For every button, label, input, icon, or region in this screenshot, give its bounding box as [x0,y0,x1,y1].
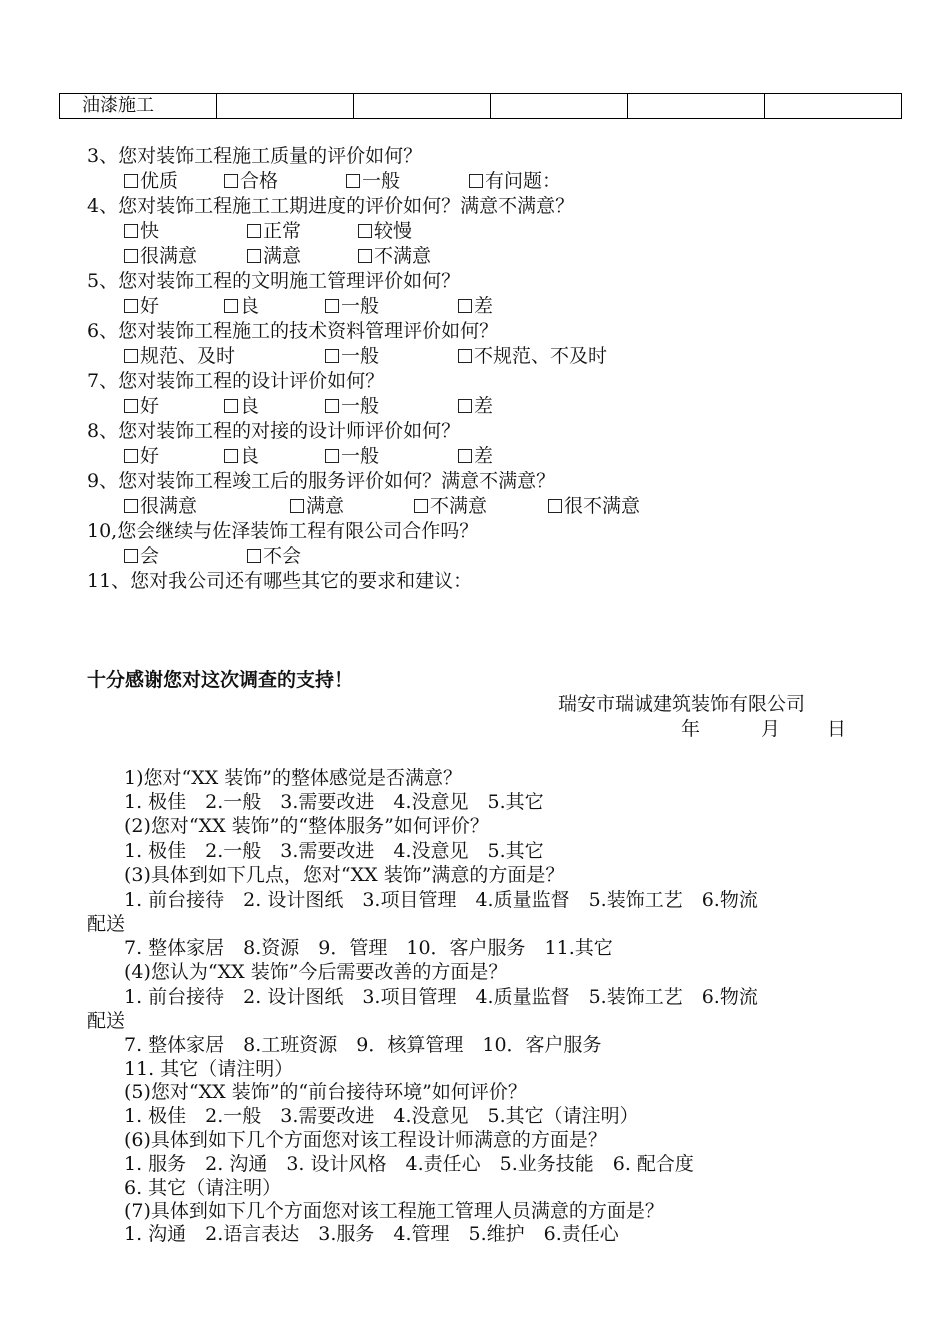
survey2-line: (7)具体到如下几个方面您对该工程施工管理人员满意的方面是？ [124,1200,664,1222]
q3-option-4[interactable]: 有问题： [469,169,561,194]
survey2-line[interactable]: 1. 前台接待 2. 设计图纸 3.项目管理 4.质量监督 5.装饰工艺 6.物流 [124,889,758,911]
survey2-line: (4)您认为“XX 装饰”今后需要改善的方面是？ [124,961,508,983]
q4-option-4[interactable]: 很满意 [124,244,197,269]
checkbox-icon[interactable] [224,449,238,463]
survey2-line[interactable]: 配送 [87,1010,126,1032]
checkbox-icon[interactable] [325,399,339,413]
q9-option-4[interactable]: 很不满意 [548,494,640,519]
checkbox-icon[interactable] [124,399,138,413]
table-row [60,94,902,119]
survey2-line[interactable]: 1. 服务 2. 沟通 3. 设计风格 4.责任心 5.业务技能 6. 配合度 [124,1153,694,1175]
checkbox-icon[interactable] [469,174,483,188]
survey2-line[interactable]: 7. 整体家居 8.工班资源 9．核算管理 10．客户服务 [124,1034,602,1056]
q8-option-1[interactable]: 好 [124,444,159,469]
q9-option-1[interactable]: 很满意 [124,494,197,519]
q5-option-4[interactable]: 差 [458,294,493,319]
checkbox-icon[interactable] [414,499,428,513]
table-cell[interactable] [354,94,491,119]
q5-option-3[interactable]: 一般 [325,294,379,319]
checkbox-icon[interactable] [224,399,238,413]
q4-option-2[interactable]: 正常 [247,219,301,244]
q9-option-3[interactable]: 不满意 [414,494,487,519]
q3-option-2[interactable]: 合格 [224,169,278,194]
survey2-line[interactable]: 7. 整体家居 8.资源 9．管理 10．客户服务 11.其它 [124,937,613,959]
checkbox-icon[interactable] [346,174,360,188]
checkbox-icon[interactable] [458,299,472,313]
checkbox-icon[interactable] [224,299,238,313]
q8-option-2[interactable]: 良 [224,444,259,469]
checkbox-icon[interactable] [124,449,138,463]
question-9: 9、您对装饰工程竣工后的服务评价如何？满意不满意？ [87,470,556,492]
date-month-label: 月 [761,718,781,740]
q10-option-1[interactable]: 会 [124,544,159,569]
survey2-line: (5)您对“XX 装饰”的“前台接待环境”如何评价？ [124,1081,527,1103]
checkbox-icon[interactable] [290,499,304,513]
q5-option-2[interactable]: 良 [224,294,259,319]
checkbox-icon[interactable] [458,449,472,463]
question-5: 5、您对装饰工程的文明施工管理评价如何？ [87,270,461,292]
q4-option-1[interactable]: 快 [124,219,159,244]
checkbox-icon[interactable] [224,174,238,188]
survey2-line[interactable]: 6. 其它（请注明） [124,1177,282,1199]
q8-option-3[interactable]: 一般 [325,444,379,469]
q4-option-3[interactable]: 较慢 [358,219,412,244]
q5-option-1[interactable]: 好 [124,294,159,319]
checkbox-icon[interactable] [124,549,138,563]
checkbox-icon[interactable] [458,349,472,363]
q7-option-3[interactable]: 一般 [325,394,379,419]
q7-option-1[interactable]: 好 [124,394,159,419]
table-cell[interactable] [491,94,628,119]
survey2-line[interactable]: 11. 其它（请注明） [124,1058,294,1080]
q8-option-4[interactable]: 差 [458,444,493,469]
checkbox-icon[interactable] [124,299,138,313]
date-year-label: 年 [681,718,701,740]
construction-rating-table [59,93,902,119]
checkbox-icon[interactable] [124,249,138,263]
thanks-text: 十分感谢您对这次调查的支持！ [87,669,354,691]
survey2-line[interactable]: 1. 前台接待 2. 设计图纸 3.项目管理 4.质量监督 5.装饰工艺 6.物流 [124,986,758,1008]
checkbox-icon[interactable] [325,449,339,463]
checkbox-icon[interactable] [247,549,261,563]
checkbox-icon[interactable] [247,249,261,263]
checkbox-icon[interactable] [247,224,261,238]
q6-option-3[interactable]: 不规范、不及时 [458,344,607,369]
q3-option-3[interactable]: 一般 [346,169,400,194]
q7-option-4[interactable]: 差 [458,394,493,419]
survey2-line[interactable]: 1. 极佳 2.一般 3.需要改进 4.没意见 5.其它（请注明） [124,1105,639,1127]
survey2-line: 1)您对“XX 装饰”的整体感觉是否满意？ [124,767,463,789]
q4-option-6[interactable]: 不满意 [358,244,431,269]
date-day-label: 日 [827,718,847,740]
checkbox-icon[interactable] [124,499,138,513]
q6-option-2[interactable]: 一般 [325,344,379,369]
q10-option-2[interactable]: 不会 [247,544,301,569]
checkbox-icon[interactable] [358,224,372,238]
checkbox-icon[interactable] [124,224,138,238]
checkbox-icon[interactable] [358,249,372,263]
checkbox-icon[interactable] [124,349,138,363]
table-cell[interactable] [628,94,765,119]
survey2-line[interactable]: 配送 [87,913,126,935]
question-3: 3、您对装饰工程施工质量的评价如何？ [87,145,423,167]
survey2-line[interactable]: 1. 极佳 2.一般 3.需要改进 4.没意见 5.其它 [124,840,544,862]
question-8: 8、您对装饰工程的对接的设计师评价如何？ [87,420,461,442]
checkbox-icon[interactable] [325,349,339,363]
survey2-line: (6)具体到如下几个方面您对该工程设计师满意的方面是？ [124,1129,607,1151]
q9-option-2[interactable]: 满意 [290,494,344,519]
survey2-line[interactable]: 1. 沟通 2.语言表达 3.服务 4.管理 5.维护 6.责任心 [124,1223,619,1245]
q3-option-1[interactable]: 优质 [124,169,178,194]
question-7: 7、您对装饰工程的设计评价如何？ [87,370,385,392]
q6-option-1[interactable]: 规范、及时 [124,344,235,369]
survey2-line: (2)您对“XX 装饰”的“整体服务”如何评价？ [124,815,489,837]
checkbox-icon[interactable] [325,299,339,313]
q4-option-5[interactable]: 满意 [247,244,301,269]
question-4: 4、您对装饰工程施工工期进度的评价如何？满意不满意？ [87,195,575,217]
checkbox-icon[interactable] [548,499,562,513]
table-cell[interactable] [217,94,354,119]
question-10: 10,您会继续与佐泽装饰工程有限公司合作吗？ [87,520,479,542]
table-cell[interactable] [765,94,902,119]
question-11: 11、您对我公司还有哪些其它的要求和建议： [87,570,473,592]
survey2-line[interactable]: 1. 极佳 2.一般 3.需要改进 4.没意见 5.其它 [124,791,544,813]
question-6: 6、您对装饰工程施工的技术资料管理评价如何？ [87,320,499,342]
table-cell-item: 油漆施工 [60,94,217,119]
checkbox-icon[interactable] [458,399,472,413]
survey2-line: (3)具体到如下几点，您对“XX 装饰”满意的方面是？ [124,864,565,886]
q7-option-2[interactable]: 良 [224,394,259,419]
checkbox-icon[interactable] [124,174,138,188]
company-name: 瑞安市瑞诚建筑装饰有限公司 [558,693,806,715]
